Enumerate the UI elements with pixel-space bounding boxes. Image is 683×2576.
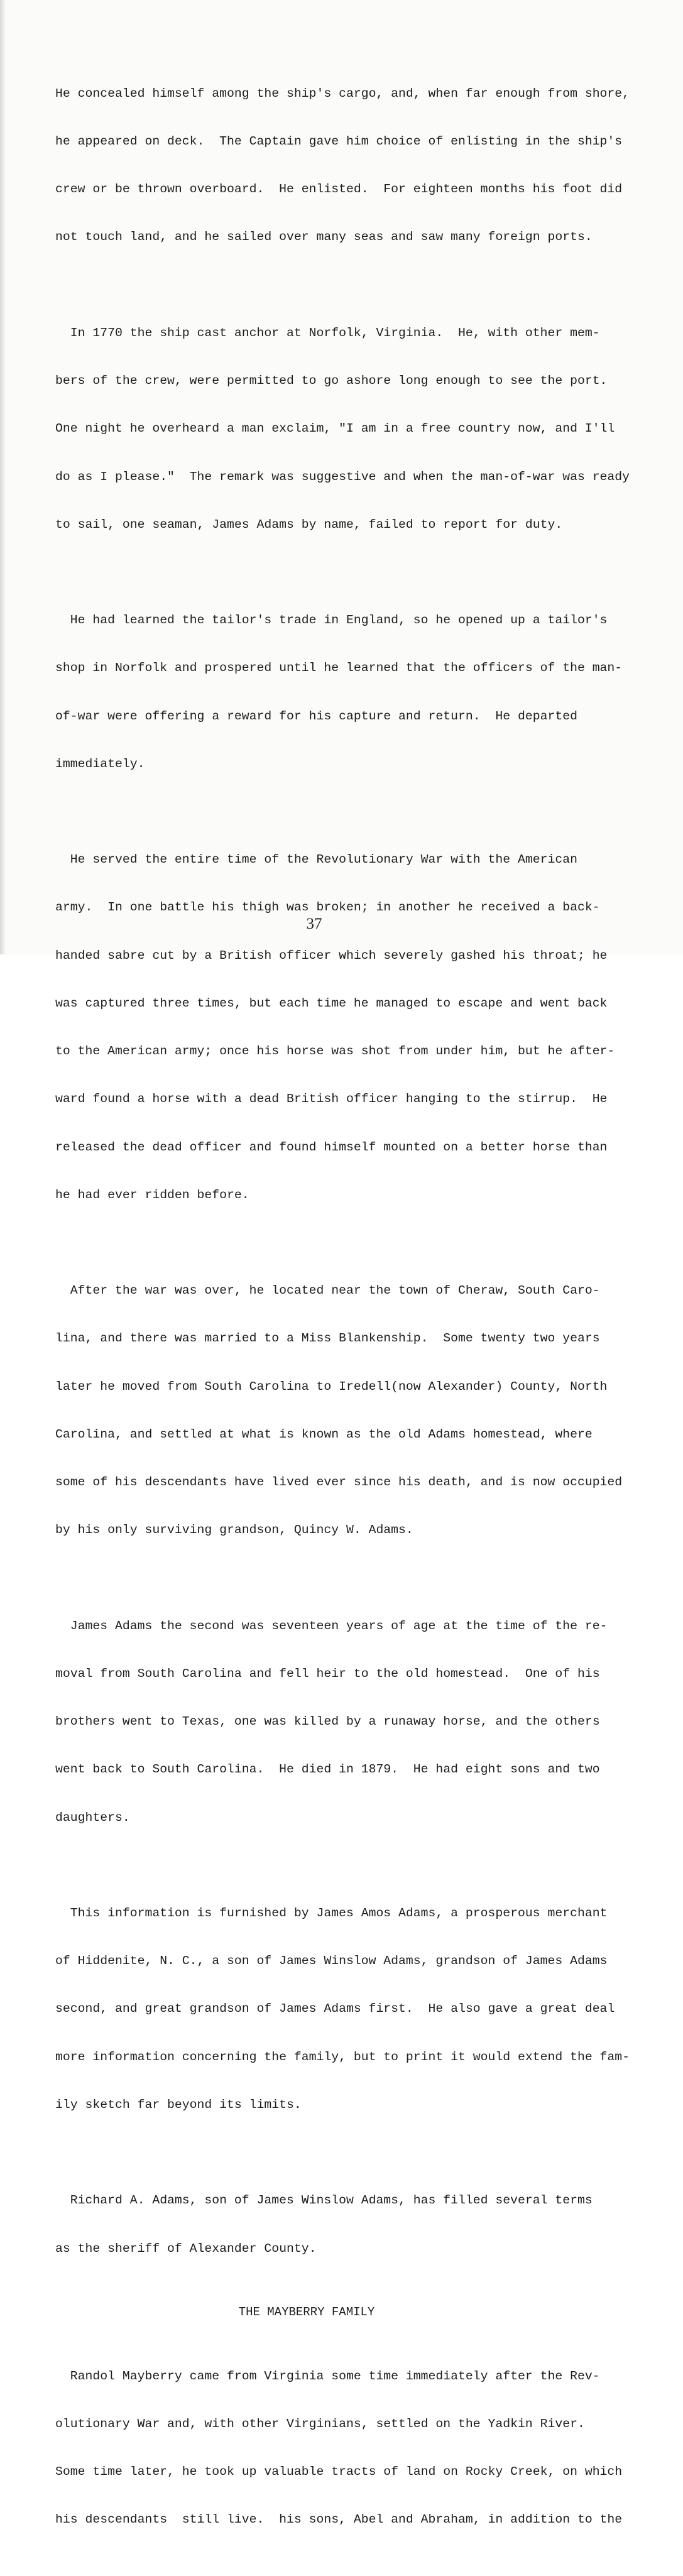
- text-line: do as I please." The remark was suggestive and when the man-of-war was ready: [55, 469, 630, 484]
- text-line: One night he overheard a man exclaim, "I am in a free country now, and I'll: [55, 422, 615, 436]
- paragraph-5: [55, 1251, 638, 1570]
- text-line: Randol Mayberry came from Virginia some time immediately after the Rev-: [55, 2369, 600, 2383]
- text-line: of-war were offering a reward for his capture and return. He departed: [55, 709, 577, 723]
- text-line: as the sheriff of Alexander County.: [55, 2241, 317, 2256]
- text-line: went back to South Carolina. He died in 1879. He had eight sons and two: [55, 1762, 600, 1777]
- text-line: This information is furnished by James Amos Adams, a prosperous merchant: [55, 1906, 608, 1921]
- text-line: to sail, one seaman, James Adams by name, failed to report for duty.: [55, 517, 563, 532]
- text-line: his descendants still live. his sons, Abel and Abraham, in addition to the: [55, 2513, 623, 2527]
- binding-shadow: [0, 0, 6, 954]
- text-line: more information concerning the family, but to print it would extend the fam-: [55, 2049, 630, 2064]
- text-line: brothers went to Texas, one was killed by a runaway horse, and the others: [55, 1715, 600, 1729]
- paragraph-3: [55, 581, 638, 804]
- text-line: army. In one battle his thigh was broken; in another he received a back-: [55, 900, 600, 915]
- section-heading: THE MAYBERRY FAMILY: [238, 2305, 375, 2320]
- text-line: second, and great grandson of James Adams first. He also gave a great deal: [55, 2002, 615, 2016]
- text-line: not touch land, and he sailed over many seas and saw many foreign ports.: [55, 230, 593, 244]
- text-line: some of his descendants have lived ever since his death, and is now occupied: [55, 1475, 623, 1490]
- text-line: olutionary War and, with other Virginians, settled on the Yadkin River.: [55, 2416, 585, 2431]
- text-line: James Adams the second was seventeen years of age at the time of the re-: [55, 1618, 608, 1633]
- text-line: daughters.: [55, 1810, 130, 1825]
- paragraph-mayberry: [55, 2337, 638, 2560]
- text-line: bers of the crew, were permitted to go ashore long enough to see the port.: [55, 374, 608, 388]
- text-line: handed sabre cut by a British officer which severely gashed his throat; he: [55, 948, 608, 963]
- text-line: he appeared on deck. The Captain gave him choice of enlisting in the ship's: [55, 134, 623, 149]
- page-number: 37: [306, 915, 322, 932]
- paragraph-7: [55, 1874, 638, 2145]
- text-line: In 1770 the ship cast anchor at Norfolk, Virginia. He, with other mem-: [55, 325, 600, 340]
- text-line: ward found a horse with a dead British officer hanging to the stirrup. He: [55, 1092, 608, 1106]
- text-line: Carolina, and settled at what is known as the old Adams homestead, where: [55, 1427, 593, 1441]
- paragraph-4: [55, 820, 638, 1235]
- text-line: he had ever ridden before.: [55, 1187, 249, 1202]
- body-text: [55, 54, 638, 2576]
- paragraph-6: [55, 1586, 638, 1858]
- text-line: Richard A. Adams, son of James Winslow Adams, has filled several terms: [55, 2193, 593, 2208]
- text-line: He had learned the tailor's trade in England, so he opened up a tailor's: [55, 613, 608, 628]
- text-line: moval from South Carolina and fell heir to the old homestead. One of his: [55, 1666, 600, 1681]
- text-line: was captured three times, but each time he managed to escape and went back: [55, 996, 608, 1010]
- paragraph-2: [55, 293, 638, 565]
- text-line: lina, and there was married to a Miss Blankenship. Some twenty two years: [55, 1331, 600, 1346]
- text-line: immediately.: [55, 756, 145, 771]
- text-line: released the dead officer and found himself mounted on a better horse than: [55, 1140, 608, 1154]
- text-line: of Hiddenite, N. C., a son of James Winslow Adams, grandson of James Adams: [55, 1954, 608, 1968]
- text-line: shop in Norfolk and prospered until he learned that the officers of the man-: [55, 661, 623, 675]
- text-line: by his only surviving grandson, Quincy W. Adams.: [55, 1523, 413, 1537]
- text-line: later he moved from South Carolina to Iredell(now Alexander) County, North: [55, 1379, 608, 1394]
- text-line: crew or be thrown overboard. He enlisted. For eighteen months his foot did: [55, 182, 623, 197]
- text-line: ily sketch far beyond its limits.: [55, 2097, 302, 2112]
- text-line: He served the entire time of the Revolutionary War with the American: [55, 853, 577, 867]
- paragraph-1: [55, 54, 638, 278]
- paragraph-8: [55, 2161, 638, 2289]
- text-line: Some time later, he took up valuable tracts of land on Rocky Creek, on which: [55, 2465, 623, 2479]
- text-line: to the American army; once his horse was shot from under him, but he after-: [55, 1044, 615, 1059]
- text-line: He concealed himself among the ship's cargo, and, when far enough from shore,: [55, 86, 630, 101]
- text-line: After the war was over, he located near the town of Cheraw, South Caro-: [55, 1284, 600, 1298]
